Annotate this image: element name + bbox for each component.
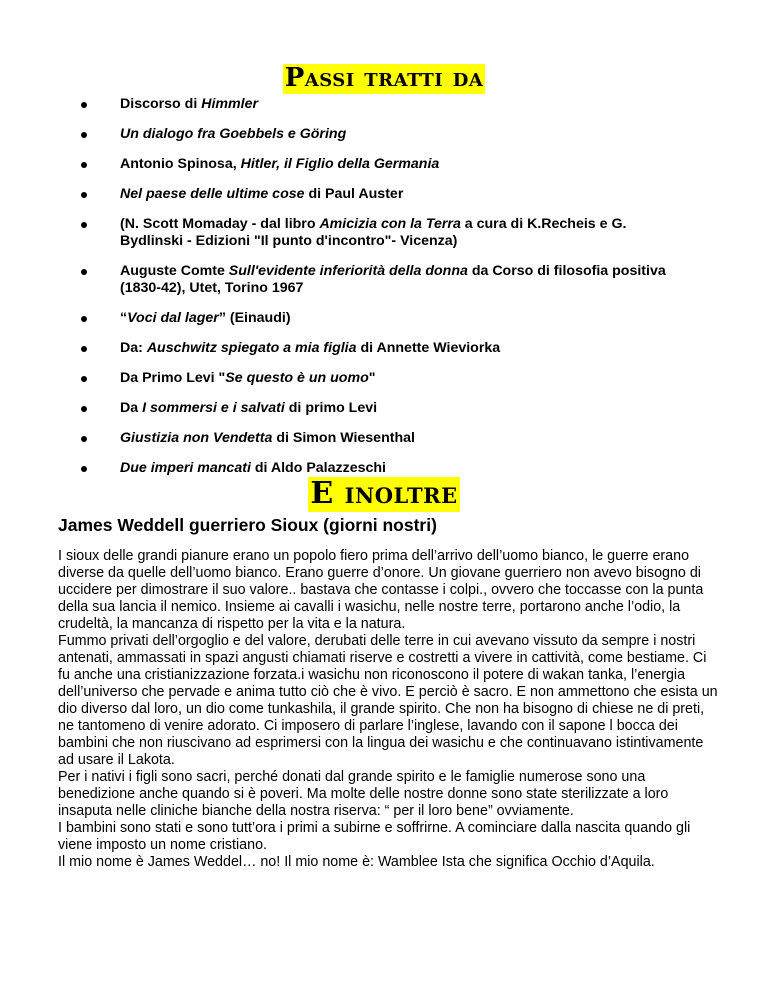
bullet-icon [81,192,87,198]
source-title-text: Amicizia con la Terra [319,216,461,232]
source-text: (N. Scott Momaday - dal libro [120,216,320,232]
source-list-item [80,460,680,477]
bullet-icon [81,222,87,228]
bullet-icon [81,376,87,382]
source-text: “ [120,310,128,326]
bullet-icon [81,466,87,472]
source-text: Da Primo Levi " [120,370,226,386]
source-list-item [80,400,680,417]
section-heading-sources: Passi tratti da [284,63,484,93]
source-title-text: Se questo è un uomo [225,370,369,386]
paragraph: Il mio nome è James Weddel… no! Il mio nome è: Wamblee Ista che significa Occhio d’Aquila. [58,854,655,870]
source-text: di Aldo Palazzeschi [250,460,386,476]
source-text: di primo Levi [284,400,378,416]
source-list-item [80,126,680,143]
source-list-item [80,216,680,250]
source-list-item [80,340,680,357]
source-title-text: Hitler, il Figlio della Germania [240,156,440,172]
source-text: a cura di K.Recheis e G. Bydlinski - Edizioni "Il punto d'incontro"- Vicenza) [120,216,627,249]
source-list-item [80,186,680,203]
source-text: " [368,370,376,386]
source-list-item [80,263,680,297]
source-title-text: Voci dal lager [127,310,219,326]
section-heading-inoltre: E inoltre [310,476,458,511]
source-text: da Corso di filosofia positiva (1830-42), Utet, Torino 1967 [120,263,666,296]
source-title-text: Himmler [201,96,258,112]
source-title-text: Due imperi mancati [120,460,251,476]
paragraph: I bambini sono stati e sono tutt’ora i primi a subirne e soffrirne. A cominciare dalla nascita quando gli viene imposto un nome cristiano. [58,820,691,853]
source-text: Antonio Spinosa, [120,156,241,172]
source-text: Discorso di [120,96,202,112]
source-text: di Annette Wieviorka [356,340,501,356]
bullet-icon [81,132,87,138]
bullet-icon [81,316,87,322]
source-title-text: Nel paese delle ultime cose [120,186,305,202]
bullet-icon [81,102,87,108]
source-text: di Paul Auster [304,186,404,202]
source-title-text: Un dialogo fra Goebbels e Göring [120,126,347,142]
bullet-icon [81,269,87,275]
bullet-icon [81,346,87,352]
source-list-item [80,430,680,447]
source-title-text: Sull'evidente inferiorità della donna [228,263,468,279]
source-list-item [80,370,680,387]
article-title: James Weddell guerriero Sioux (giorni nostri) [58,515,437,535]
paragraph: Fummo privati dell’orgoglio e del valore, derubati delle terre in cui avevano vissuto da sempre i nostri antenati, ammassati in spazi angusti chiamati riserve e costretti a vivere in cattività, come bestiame. Ci fu anche una cristianizzazione forzata.i wasichu non riconoscono il potere di wakan tanka, l’energia dell’universo che pervade e anima tutto ciò che è vivo. E perciò è sacro. E non ammettono che esista un dio diverso dal loro, un dio come tunkashila, il grande spirito. Che non ha bisogno di chiese ne di preti, ne tantomeno di venire adorato. Ci imposero di parlare l’inglese, lavando con il sapone l bocca dei bambini che non riuscivano ad esprimersi con la lingua dei wasichu e che continuavano istintivamente ad usare il Lakota. [58,633,718,768]
bullet-icon [81,406,87,412]
heading-wrap-inoltre [0,477,768,512]
source-list-item [80,310,680,327]
source-list-item [80,156,680,173]
source-text: ” (Einaudi) [218,310,291,326]
paragraph: I sioux delle grandi pianure erano un popolo fiero prima dell’arrivo dell’uomo bianco, le guerre erano diverse da quelle dell’uomo bianco. Erano guerre d’onore. Un giovane guerriero non avevo bisogno di uccidere per dimostrare il suo valore.. bastava che contasse i colpi., ovvero che toccasse con la punta della sua lancia il nemico. Insieme ai cavalli i wasichu, nelle nostre terre, portarono anche l’odio, la crudeltà, la mancanza di rispetto per la vita e la natura. [58,548,704,632]
source-text: di Simon Wiesenthal [272,430,415,446]
source-text: Da [120,400,143,416]
heading-wrap-sources [0,64,768,94]
bullet-icon [81,436,87,442]
source-list-item [80,96,680,113]
source-title-text: I sommersi e i salvati [142,400,285,416]
paragraph: Per i nativi i figli sono sacri, perché donati dal grande spirito e le famiglie numerose sono una benedizione anche quando si è poveri. Ma molte delle nostre donne sono state sterilizzate a loro insaputa nelle cliniche bianche della nostra riserva: “ per il loro bene” ovviamente. [58,769,669,819]
bullet-icon [81,162,87,168]
source-text: Auguste Comte [120,263,229,279]
source-title-text: Auschwitz spiegato a mia figlia [146,340,357,356]
article-body [58,548,722,871]
source-text: Da: [120,340,147,356]
source-title-text: Giustizia non Vendetta [120,430,273,446]
sources-list [80,96,680,490]
